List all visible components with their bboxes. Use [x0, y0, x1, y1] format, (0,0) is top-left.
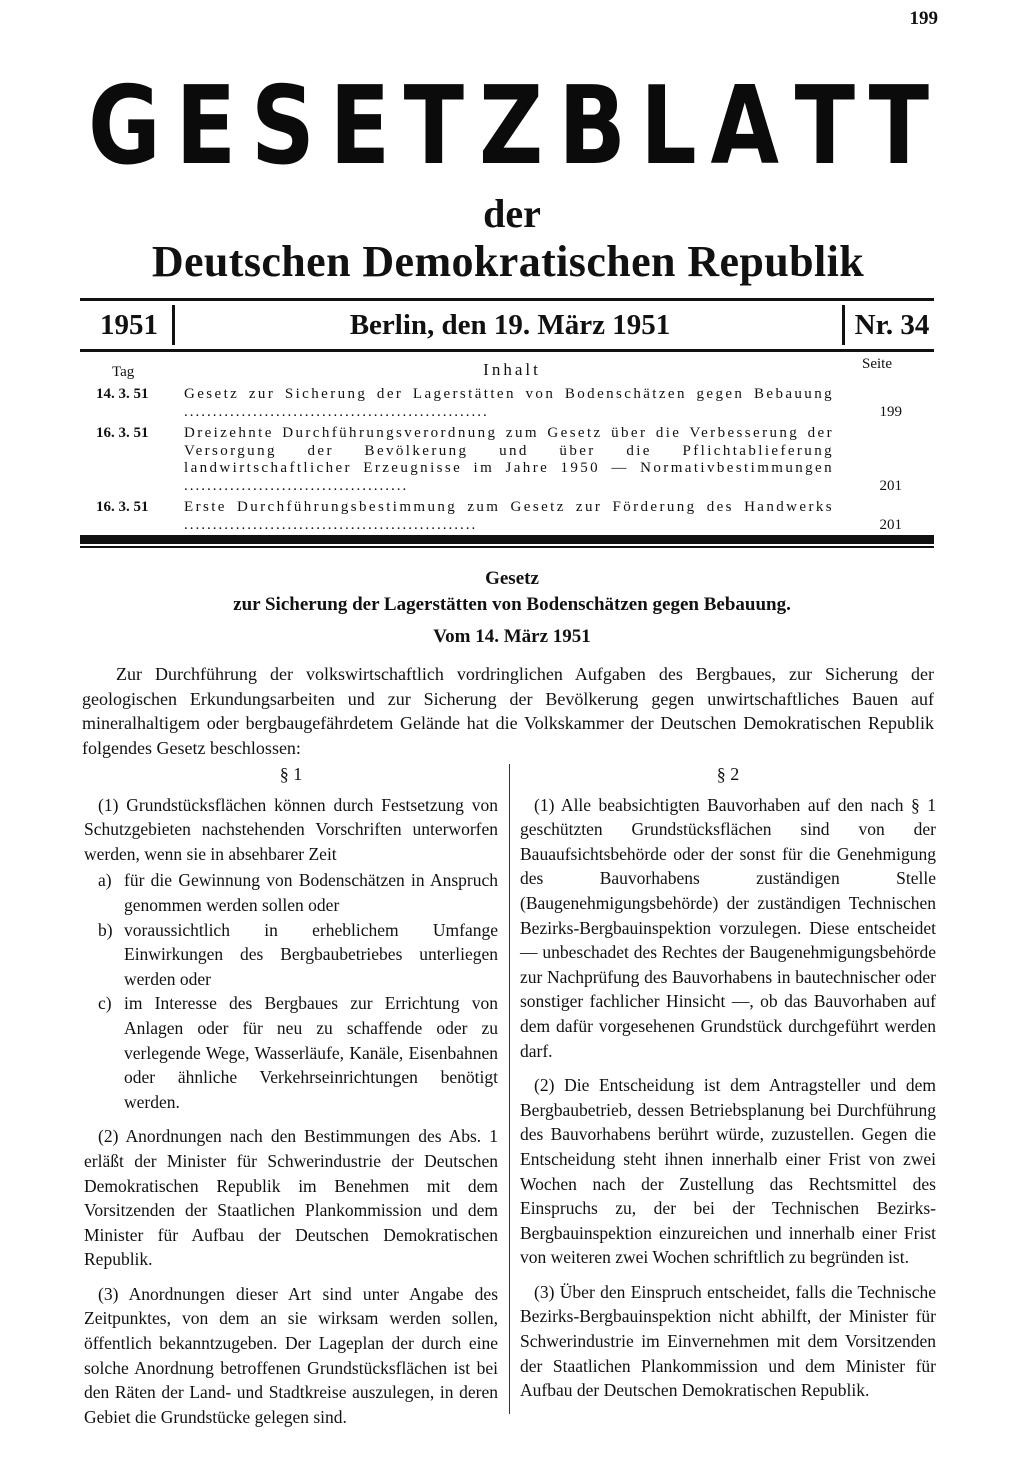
masthead-letter: E [176, 64, 237, 189]
page-number: 199 [909, 8, 938, 29]
column-right [520, 762, 936, 1413]
list-item [84, 868, 498, 917]
masthead-letter: S [251, 64, 315, 189]
toc-entry-text: Erste Durchführungsbestimmung zum Gesetz zur Förderung des Handwerks [184, 499, 834, 515]
law-heading: Gesetz [485, 568, 539, 589]
law-preamble: Zur Durchführung der volkswirtschaftlich vordringlichen Aufgaben des Bergbaues, zur Sicherung der geologischen Erkundungsarbeiten und zur Sicherung der Bevölkerung gegen unwirtschaftliches Bauen auf mineralhaltigem oder bergbaugefährdetem Gelände hat die Volkskammer der Deutschen Demokratischen Republik folgendes Gesetz beschlossen: [82, 664, 934, 758]
toc-entry-date: 16. 3. 51 [96, 499, 149, 515]
toc-entry: 16. 3. 51 Dreizehnte Durchführungsverordnung zum Gesetz über die Verbesserung der Versorgung der Bevölkerung und über die Pflichtablieferung landwirtschaftlicher Erzeugnisse im Jahre 1950 — Normativbestimmungen ....................................... 201 [96, 425, 902, 494]
masthead-letter: G [87, 64, 161, 189]
paragraph: (3) Über den Einspruch entscheidet, falls die Technische Bezirks-Bergbauinspektion nicht abhilft, der Minister für Schwerindustrie im Einvernehmen mit dem Vorsitzenden der Staatlichen Plankommission und dem Minister für Aufbau der Deutschen Demokratischen Republik. [520, 1281, 936, 1401]
toc-entry-page: 201 [879, 477, 902, 494]
paragraph: (2) Die Entscheidung ist dem Antragsteller und dem Bergbaubetrieb, dessen Betriebsplanung bei Durchführung des Bauvorhabens berührt würde, zuzustellen. Gegen die Entscheidung steht ihnen innerhalb einer Frist von zwei Wochen nach der Zustellung das Rechtsmittel des Einspruchs zu, der bei der Technischen Bezirks-Bergbauinspektion einzureichen und innerhalb einer Frist von weiteren zwei Wochen schriftlich zu begründen ist. [520, 1075, 936, 1268]
masthead-subtitle-der: der [483, 191, 541, 236]
masthead-title [80, 64, 936, 189]
toc-entry: 16. 3. 51 Erste Durchführungsbestimmung zum Gesetz zur Förderung des Handwerks ................................................... 201 [96, 499, 902, 533]
list-item-text: im Interesse des Bergbaues zur Errichtung von Anlagen oder für neu zu schaffende oder zu verlegende Wege, Wasserläufe, Kanäle, Eisenbahnen oder ähnliche Verkehrseinrichtungen benötigt werden. [124, 993, 498, 1112]
toc-entry-page: 201 [879, 516, 902, 533]
list-item [84, 918, 498, 992]
toc-column-tag: Tag [112, 364, 135, 380]
paragraph: (2) Anordnungen nach den Bestimmungen des Abs. 1 erläßt der Minister für Schwerindustrie der Deutschen Demokratischen Republik im Benehmen mit dem Vorsitzenden der Staatlichen Plankommission und dem Minister für Aufbau der Deutschen Demokratischen Republik. [84, 1126, 498, 1270]
law-title: zur Sicherung der Lagerstätten von Bodenschätzen gegen Bebauung. [233, 594, 791, 615]
toc-entry-text: Dreizehnte Durchführungsverordnung zum Gesetz über die Verbesserung der Versorgung der Bevölkerung und über die Pflichtablieferung landwirtschaftlicher Erzeugnisse im Jahre 1950 — Normativbestimmungen [184, 425, 834, 476]
law-date: Vom 14. März 1951 [433, 626, 591, 647]
table-of-contents [96, 386, 916, 538]
list-item-label: c) [98, 993, 112, 1014]
list-item-text: für die Gewinnung von Bodenschätzen in Anspruch genommen werden sollen oder [124, 870, 498, 915]
masthead-letter: T [868, 64, 930, 189]
toc-column-seite: Seite [862, 356, 892, 372]
section-title: § 2 [716, 764, 740, 784]
masthead-letter: A [710, 64, 780, 189]
issue-bar [80, 298, 934, 352]
toc-entry-date: 14. 3. 51 [96, 386, 149, 402]
issue-year: 1951 [100, 309, 158, 341]
list-item-label: a) [98, 870, 112, 891]
column-divider [509, 764, 510, 1414]
toc-entry-text: Gesetz zur Sicherung der Lagerstätten von Bodenschätzen gegen Bebauung [184, 386, 834, 402]
toc-entry-date: 16. 3. 51 [96, 425, 149, 441]
issue-place-date: Berlin, den 19. März 1951 [349, 309, 671, 341]
column-left [84, 762, 498, 1439]
divider-rule [80, 546, 934, 548]
masthead-letter: T [794, 64, 855, 189]
masthead-letter: E [329, 64, 390, 189]
paragraph: (1) Alle beabsichtigten Bauvorhaben auf den nach § 1 geschützten Grundstücksflächen sind von der Bauaufsichtsbehörde oder der sonst für die Genehmigung des Bauvorhabens zuständigen Stelle (Baugenehmigungsbehörde) der zuständigen Technischen Bezirks-Bergbauinspektion vorzulegen. Diese entscheidet — unbeschadet des Rechtes der Baugenehmigungsbehörde zur Nachprüfung des Bauvorhabens in bautechnischer oder sonstiger fachlicher Hinsicht —, ob das Bauvorhaben auf dem dafür vorgesehenen Grundstück durchgeführt werden darf. [520, 794, 936, 1061]
toc-heading: Inhalt [483, 360, 541, 379]
masthead-letter: B [558, 64, 626, 189]
paragraph: (3) Anordnungen dieser Art sind unter Angabe des Zeitpunktes, von dem an sie wirksam werden sollen, öffentlich bekanntzugeben. Der Lageplan der durch eine solche Anordnung betroffenen Grundstücksflächen ist bei den Räten der Land- und Stadtkreise auszulegen, in deren Gebiet die Grundstücke gelegen sind. [84, 1283, 498, 1427]
paragraph: (1) Grundstücksflächen können durch Festsetzung von Schutzgebieten nachstehenden Vorschriften unterworfen werden, wenn sie in absehbarer Zeit [84, 794, 498, 864]
issue-number: Nr. 34 [854, 309, 930, 341]
toc-entry-page: 199 [879, 403, 902, 420]
issue-separator [172, 305, 175, 345]
masthead-letter: L [639, 64, 697, 189]
masthead-subtitle-republic: Deutschen Demokratischen Republik [151, 237, 865, 286]
toc-entry: 14. 3. 51 Gesetz zur Sicherung der Lagerstätten von Bodenschätzen gegen Bebauung ..................................................... 199 [96, 386, 902, 420]
issue-separator [842, 305, 845, 345]
section-title: § 1 [279, 764, 303, 784]
list-item-text: voraussichtlich in erheblichem Umfange Einwirkungen des Bergbaubetriebes unterliegen werden oder [124, 919, 498, 989]
list-item [84, 991, 498, 1114]
masthead-letter: Z [478, 64, 543, 189]
masthead-letter: T [403, 64, 465, 189]
list-item-label: b) [98, 919, 113, 940]
divider-rule [80, 535, 934, 544]
